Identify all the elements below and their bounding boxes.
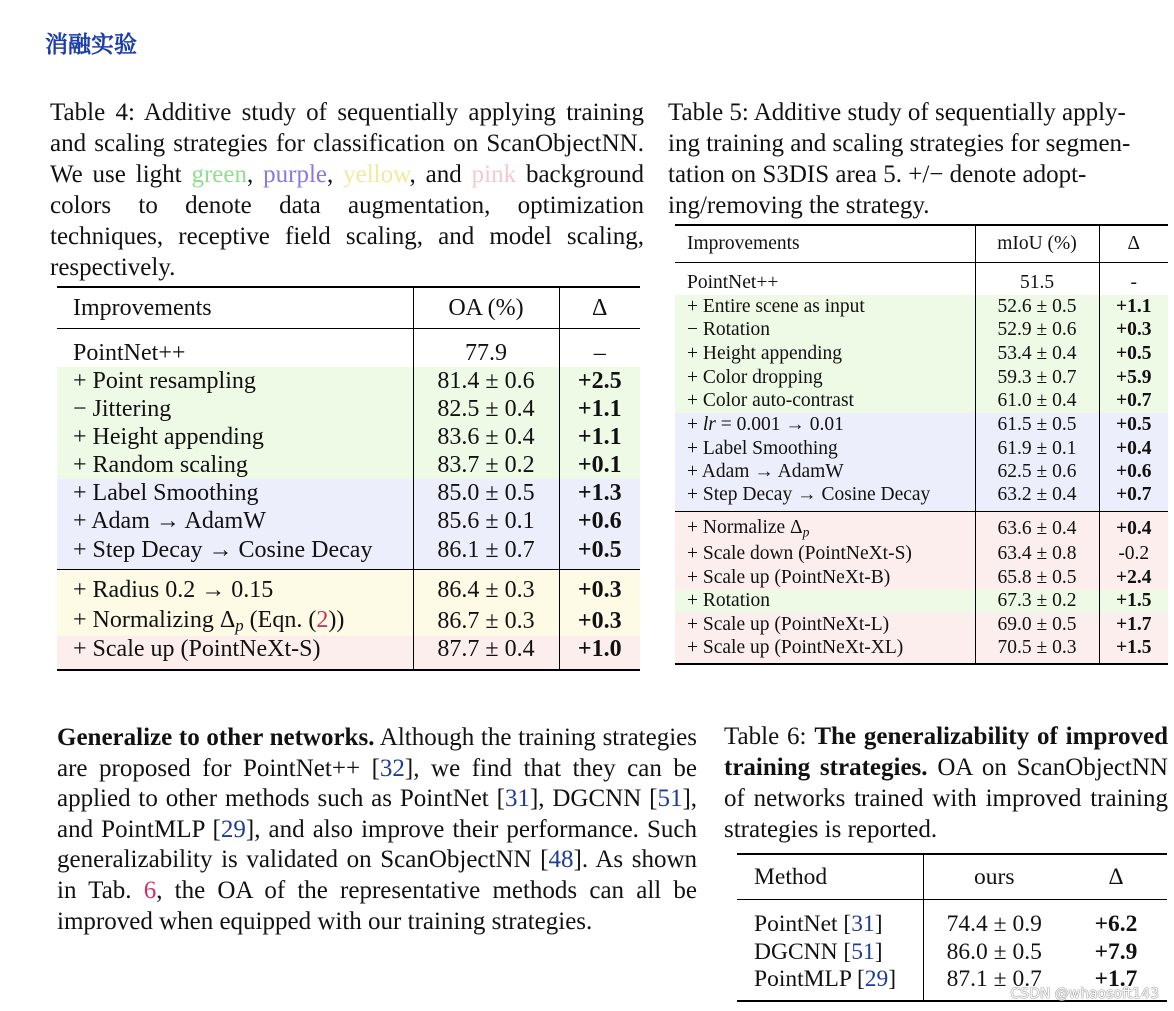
table6 xyxy=(737,853,1167,1002)
table-row: + lr = 0.001 → 0.01 61.5 ± 0.5 +0.5 xyxy=(675,413,1168,437)
table-row: + Scale up (PointNeXt-XL) 70.5 ± 0.3 +1.5 xyxy=(675,637,1168,664)
col-header: mIoU (%) xyxy=(975,225,1099,263)
table5 xyxy=(675,224,1168,665)
table-row: PointNet++ 51.5 - xyxy=(675,263,1168,295)
citation-link[interactable]: 32 xyxy=(379,754,405,782)
table-ref-link[interactable]: 6 xyxy=(143,876,157,904)
table-row: + Color auto-contrast 61.0 ± 0.4 +0.7 xyxy=(675,389,1168,413)
section-heading: 消融实验 xyxy=(45,32,137,58)
equation-ref-link[interactable]: 2 xyxy=(316,607,329,633)
table-row: + Entire scene as input 52.6 ± 0.5 +1.1 xyxy=(675,295,1168,319)
citation-link[interactable]: 29 xyxy=(864,966,889,992)
col-header: Δ xyxy=(559,287,640,329)
table-row: + Step Decay → Cosine Decay 63.2 ± 0.4 +0.7 xyxy=(675,484,1168,512)
col-header: Δ xyxy=(1099,225,1168,263)
color-word-yellow: yellow xyxy=(343,161,410,188)
table-row: + Scale up (PointNeXt-L) 69.0 ± 0.5 +1.7 xyxy=(675,613,1168,637)
color-word-pink: pink xyxy=(471,161,517,188)
table6-caption: Table 6: The generalizability of improved training strategies. OA on ScanObjectNN of networks trained with improved training strategies is reported. xyxy=(724,723,1168,843)
table-row: + Adam → AdamW 85.6 ± 0.1 +0.6 xyxy=(57,507,640,535)
table-row: + Adam → AdamW 62.5 ± 0.6 +0.6 xyxy=(675,461,1168,485)
citation-link[interactable]: 51 xyxy=(657,785,683,813)
table5-caption: Table 5: Additive study of sequentially apply- ing training and scaling strategies for segmen- tation on S3DIS area 5. +/− denote adopt- ing/removing the strategy. xyxy=(668,99,1131,219)
table-row: PointNet++ 77.9 – xyxy=(57,329,640,368)
paragraph-title: Generalize to other networks. xyxy=(57,724,375,751)
table-row: PointNet [31] 74.4 ± 0.9 +6.2 xyxy=(737,900,1167,939)
citation-link[interactable]: 51 xyxy=(851,938,875,965)
citation-link[interactable]: 31 xyxy=(851,910,875,937)
table4 xyxy=(57,286,640,671)
col-header: ours xyxy=(923,854,1065,900)
col-header: Δ xyxy=(1065,854,1167,900)
table-row: + Scale up (PointNeXt-S) 87.7 ± 0.4 +1.0 xyxy=(57,636,640,670)
table-row: + Normalize $\Delta_p$ 63.6 ± 0.4 +0.4 xyxy=(675,512,1168,543)
table-row: + Label Smoothing 85.0 ± 0.5 +1.3 xyxy=(57,479,640,507)
table-row: + Height appending 83.6 ± 0.4 +1.1 xyxy=(57,423,640,451)
table4-caption: Table 4: Additive study of sequentially applying training and scaling strategies for classification on ScanObjectNN. We use light green, purple, yellow, and pink background colors to denote data augmentation, optimization techniques, receptive field scaling, and model scaling, respectively. xyxy=(50,99,644,281)
table-header-row xyxy=(57,287,640,329)
table-row: + Radius 0.2 → 0.15 86.4 ± 0.3 +0.3 xyxy=(57,570,640,608)
table-row: − Jittering 82.5 ± 0.4 +1.1 xyxy=(57,395,640,423)
table-row: + Rotation 67.3 ± 0.2 +1.5 xyxy=(675,590,1168,614)
watermark: CSDN @whaosoft143 xyxy=(1010,986,1159,1002)
color-word-purple: purple xyxy=(263,161,327,188)
citation-link[interactable]: 48 xyxy=(548,846,574,874)
table-row: + Random scaling 83.7 ± 0.2 +0.1 xyxy=(57,451,640,479)
table-header-row xyxy=(675,225,1168,263)
col-header: Improvements xyxy=(675,225,975,263)
table-row: + Label Smoothing 61.9 ± 0.1 +0.4 xyxy=(675,437,1168,461)
col-header: OA (%) xyxy=(413,287,559,329)
col-header: Improvements xyxy=(57,287,413,329)
col-header: Method xyxy=(737,854,923,900)
table-row: + Scale down (PointNeXt-S) 63.4 ± 0.8 -0.2 xyxy=(675,542,1168,566)
citation-link[interactable]: 31 xyxy=(504,785,530,813)
table-row: + Step Decay → Cosine Decay 86.1 ± 0.7 +0.5 xyxy=(57,535,640,570)
table-row: + Height appending 53.4 ± 0.4 +0.5 xyxy=(675,342,1168,366)
table-row: DGCNN [51] 86.0 ± 0.5 +7.9 xyxy=(754,938,1138,965)
table-row: + Normalizing $\Delta_p$ (Eqn. (2)) 86.7 ± 0.3 +0.3 xyxy=(57,607,640,636)
color-word-green: green xyxy=(191,161,247,188)
table-row: + Color dropping 59.3 ± 0.7 +5.9 xyxy=(675,366,1168,390)
table-row: − Rotation 52.9 ± 0.6 +0.3 xyxy=(675,318,1168,342)
table-row: + Scale up (PointNeXt-B) 65.8 ± 0.5 +2.4 xyxy=(675,566,1168,590)
body-paragraph: Generalize to other networks. Although the training strategies are proposed for PointNet++ [32], we find that they can be applied to other methods such as PointNet [31], DGCNN [51], and PointMLP [29], and also improve their performance. Such generalizability is validated on ScanObjectNN [48]. As shown in Tab. 6, the OA of the representative methods can all be improved when equipped with our training strategies. xyxy=(57,724,698,935)
citation-link[interactable]: 29 xyxy=(220,815,246,843)
table-row: + Point resampling 81.4 ± 0.6 +2.5 xyxy=(57,367,640,395)
table-row: PointMLP [29] 87.1 ± 0.7 +1.7 xyxy=(737,966,1167,1001)
table-header-row xyxy=(737,854,1167,900)
